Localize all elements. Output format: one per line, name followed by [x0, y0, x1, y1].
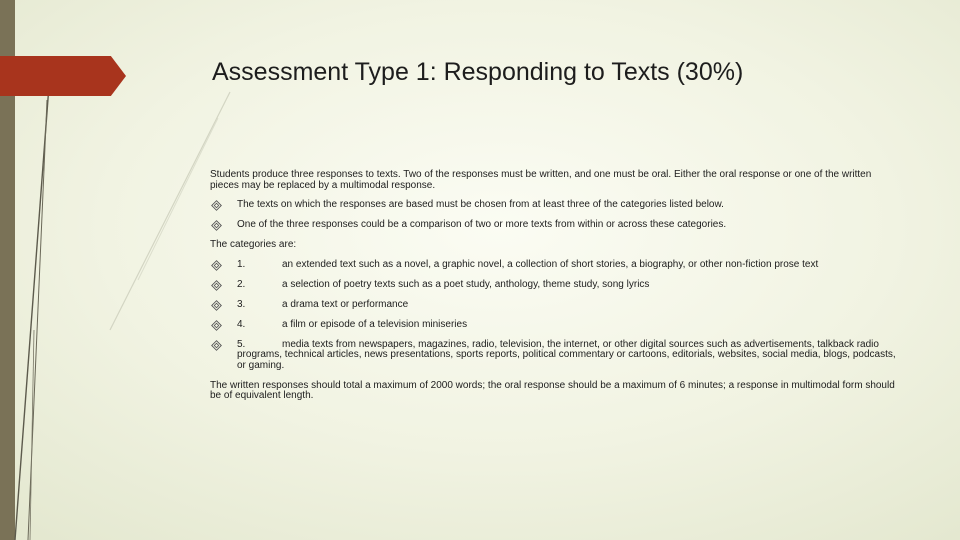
list-item: [210, 200, 900, 211]
intro-paragraph: Students produce three responses to texts. Two of the responses must be written, and one must be oral. Either the oral response or one of the written pieces may be replaced by a multimodal response.: [210, 169, 872, 191]
content-body: [210, 170, 900, 402]
category-number: 5.: [237, 338, 246, 350]
list-item: [210, 280, 900, 291]
list-item: [210, 320, 900, 331]
list-item: [210, 260, 900, 271]
bullet-text: One of the three responses could be a comparison of two or more texts from within or across these categories.: [237, 219, 727, 230]
diamond-bullet-icon: [211, 260, 222, 271]
list-item: [210, 300, 900, 311]
diamond-bullet-icon: [211, 200, 222, 211]
diamond-bullet-icon: [211, 340, 222, 351]
category-number: 3.: [237, 298, 246, 310]
list-item: [210, 340, 900, 372]
diamond-bullet-icon: [211, 220, 222, 231]
title-accent-arrow: [0, 56, 126, 96]
category-text: media texts from newspapers, magazines, radio, television, the internet, or other digital sources such as advertisements, talkback radio programs, technical articles, news presentations, sports reports, political commentary or cartoons, editorials, websites, social media, blogs, podcasts, or gaming.: [237, 338, 896, 371]
category-text: a drama text or performance: [282, 298, 409, 310]
slide-title: Assessment Type 1: Responding to Texts (30%): [212, 58, 744, 86]
bullet-text: The texts on which the responses are based must be chosen from at least three of the categories listed below.: [237, 199, 724, 210]
category-text: an extended text such as a novel, a graphic novel, a collection of short stories, a biography, or other non-fiction prose text: [282, 258, 819, 270]
categories-heading: The categories are:: [210, 239, 297, 250]
diamond-bullet-icon: [211, 320, 222, 331]
category-number: 1.: [237, 258, 246, 270]
category-text: a selection of poetry texts such as a poet study, anthology, theme study, song lyrics: [282, 278, 650, 290]
category-text: a film or episode of a television miniseries: [282, 318, 468, 330]
category-number: 4.: [237, 318, 246, 330]
list-item: [210, 220, 900, 231]
diamond-bullet-icon: [211, 280, 222, 291]
diamond-bullet-icon: [211, 300, 222, 311]
closing-paragraph: The written responses should total a maximum of 2000 words; the oral response should be a maximum of 6 minutes; a response in multimodal form should be of equivalent length.: [210, 379, 895, 401]
category-number: 2.: [237, 278, 246, 290]
